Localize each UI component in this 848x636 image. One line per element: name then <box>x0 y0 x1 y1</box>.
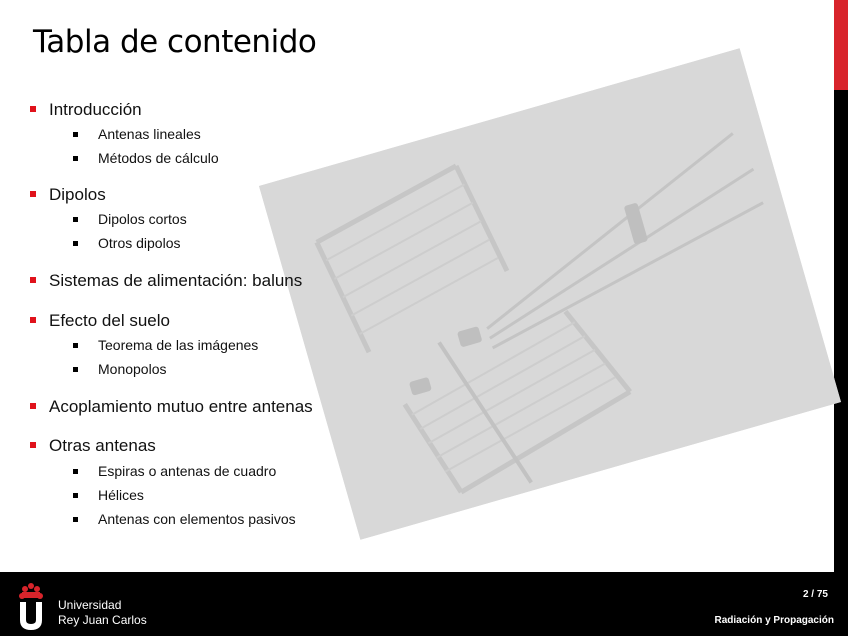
bullet-icon <box>73 367 78 372</box>
toc-subitem-label: Antenas con elementos pasivos <box>98 511 296 527</box>
antenna-photo <box>259 48 841 540</box>
toc-item-dipolos <box>49 185 106 205</box>
toc-subitem <box>98 150 219 166</box>
bullet-icon <box>30 191 36 197</box>
bullet-icon <box>73 343 78 348</box>
bullet-icon <box>30 403 36 409</box>
toc-subitem-label: Hélices <box>98 487 144 503</box>
toc-subitem <box>98 235 180 251</box>
bullet-icon <box>30 317 36 323</box>
toc-subitem <box>98 211 187 227</box>
university-name <box>58 598 147 628</box>
slide-footer <box>0 572 848 636</box>
toc-item-label: Introducción <box>49 100 142 119</box>
toc-item-label: Acoplamiento mutuo entre antenas <box>49 397 313 416</box>
university-line-2: Rey Juan Carlos <box>58 613 147 627</box>
toc-item-introduccion <box>49 100 142 120</box>
toc-subitem <box>98 463 276 479</box>
right-edge-bar <box>834 0 848 572</box>
toc-item-label: Otras antenas <box>49 436 156 455</box>
slide-title: Tabla de contenido <box>33 24 317 60</box>
toc-item-baluns <box>49 271 302 291</box>
bullet-icon <box>30 106 36 112</box>
bullet-icon <box>73 517 78 522</box>
antenna-illustration <box>259 48 841 540</box>
toc-subitem <box>98 361 167 377</box>
toc-subitem <box>98 126 201 142</box>
toc-subitem-label: Teorema de las imágenes <box>98 337 259 353</box>
toc-subitem <box>98 487 144 503</box>
university-line-1: Universidad <box>58 598 122 612</box>
toc-subitem <box>98 511 296 527</box>
toc-subitem-label: Métodos de cálculo <box>98 150 219 166</box>
bullet-icon <box>73 156 78 161</box>
bullet-icon <box>73 241 78 246</box>
toc-item-label: Dipolos <box>49 185 106 204</box>
bullet-icon <box>73 493 78 498</box>
bullet-icon <box>30 442 36 448</box>
bullet-icon <box>73 469 78 474</box>
page-number: 2 / 75 <box>802 589 828 600</box>
toc-subitem-label: Monopolos <box>98 361 167 377</box>
bullet-icon <box>73 132 78 137</box>
toc-item-efecto-suelo <box>49 311 170 331</box>
toc-item-label: Efecto del suelo <box>49 311 170 330</box>
toc-subitem-label: Dipolos cortos <box>98 211 187 227</box>
toc-item-acoplamiento <box>49 397 313 417</box>
toc-item-label: Sistemas de alimentación: baluns <box>49 271 303 290</box>
course-title: Radiación y Propagación <box>714 615 834 626</box>
right-edge-accent <box>834 0 848 90</box>
toc-subitem-label: Otros dipolos <box>98 235 181 251</box>
toc-subitem <box>98 337 258 353</box>
bullet-icon <box>30 277 36 283</box>
toc-subitem-label: Antenas lineales <box>98 126 201 142</box>
toc-item-otras-antenas <box>49 436 156 456</box>
bullet-icon <box>73 217 78 222</box>
toc-subitem-label: Espiras o antenas de cuadro <box>98 463 277 479</box>
urjc-logo-icon <box>17 582 45 630</box>
